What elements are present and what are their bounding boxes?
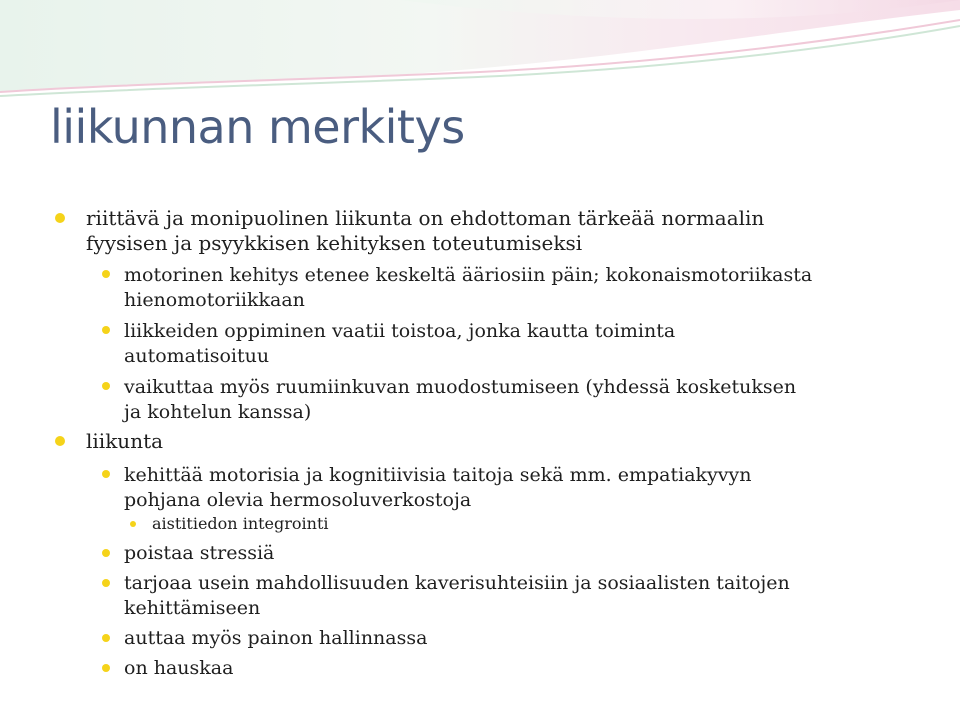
bullet-text: ja kohtelun kanssa) [124, 401, 312, 423]
bullet-dot-icon [102, 664, 110, 672]
bullet-dot-icon [102, 470, 110, 478]
bullet-text: pohjana olevia hermosoluverkostoja [124, 489, 472, 511]
bullet-text: aistitiedon integrointi [152, 514, 329, 533]
bullet-text: liikunta [86, 429, 164, 453]
bullet-dot-icon [55, 436, 65, 446]
bullet-text: vaikuttaa myös ruumiinkuvan muodostumiseen (yhdessä kosketuksen [124, 376, 797, 398]
bullet-text: motorinen kehitys etenee keskeltä ääriosiin päin; kokonaismotoriikasta [124, 264, 813, 286]
bullet-text: on hauskaa [124, 657, 234, 679]
bullet-text: liikkeiden oppiminen vaatii toistoa, jonka kautta toiminta [124, 320, 676, 342]
bullet-text: tarjoaa usein mahdollisuuden kaverisuhteisiin ja sosiaalisten taitojen [124, 572, 790, 594]
bullet-text: auttaa myös painon hallinnassa [124, 627, 428, 649]
bullet-text: kehittämiseen [124, 597, 261, 619]
bullet-dot-icon [102, 549, 110, 557]
bullet-text: hienomotoriikkaan [124, 289, 305, 311]
bullet-text: poistaa stressiä [124, 542, 275, 564]
bullet-dot-icon [102, 382, 110, 390]
bullet-text: fyysisen ja psyykkisen kehityksen toteutumiseksi [86, 231, 583, 255]
bullet-dot-icon [102, 634, 110, 642]
bullet-dot-icon [102, 326, 110, 334]
bullet-dot-icon [102, 270, 110, 278]
bullet-text: riittävä ja monipuolinen liikunta on ehdottoman tärkeää normaalin [86, 206, 765, 230]
bullet-text: automatisoituu [124, 345, 270, 367]
bullet-dot-icon [130, 521, 136, 527]
bullet-dot-icon [102, 579, 110, 587]
slide-title: liikunnan merkitys [50, 100, 465, 154]
bullet-dot-icon [55, 213, 65, 223]
bullet-text: kehittää motorisia ja kognitiivisia taitoja sekä mm. empatiakyvyn [124, 464, 752, 486]
